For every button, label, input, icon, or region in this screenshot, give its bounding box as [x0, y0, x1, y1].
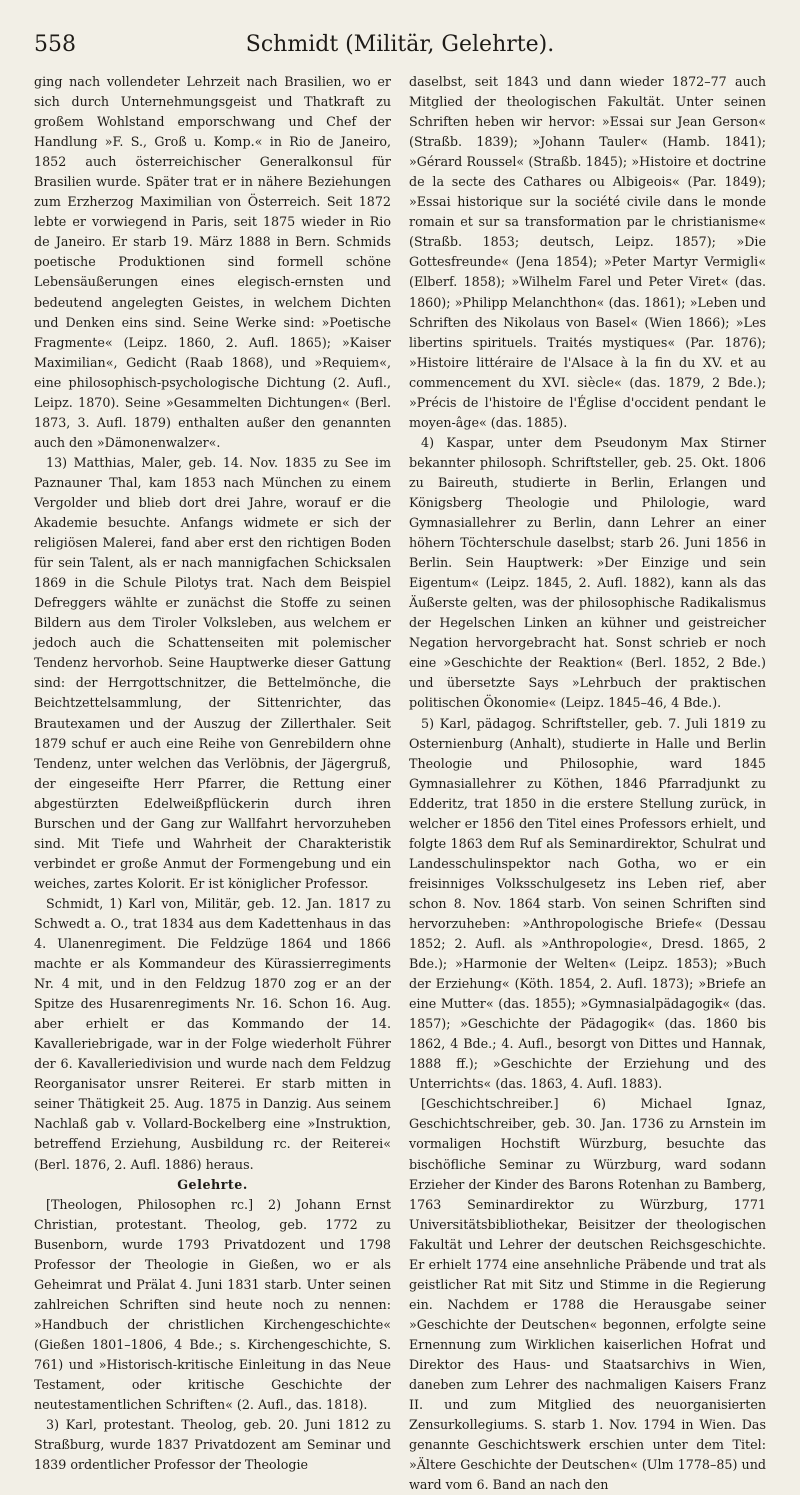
page-number: 558 — [34, 32, 76, 57]
running-title: Schmidt (Militär, Gelehrte). — [245, 32, 555, 57]
left-column — [34, 72, 391, 1495]
section-heading: Gelehrte. — [177, 1176, 248, 1192]
entry-matthias: 13) Matthias, Maler, geb. 14. Nov. 1835 zu See im Paznauner Thal, kam 1853 nach München zu einem Vergolder und blieb dort drei Jahre, worauf er die Akademie besuchte. Anfangs widmete er sich der religiösen Malerei, fand aber erst den richtigen Boden für sein Talent, als er nach mannigfachen Schicksalen 1869 in die Schule Pilotys trat. Nach dem Beispiel Defreggers wählte er zunächst die Stoffe zu seinen Bildern aus dem Tiroler Volksleben, aus welchem er jedoch auch die Schattenseiten mit polemischer Tendenz hervorhob. Seine Hauptwerke dieser Gattung sind: der Herrgottschnitzer, die Bettelmönche, die Beichtzettelsammlung, der Sittenrichter, das Brautexamen und der Auszug der Zillerthaler. Seit 1879 schuf er auch eine Reihe von Genrebildern ohne Tendenz, unter welchen das Verlöbnis, der Jägergruß, der eingeseifte Herr Pfarrer, die Rettung einer abgestürzten Edelweißpflückerin durch ihren Burschen und der Gang zur Wallfahrt hervorzuheben sind. Mit Tiefe und Wahrheit der Charakteristik verbindet er große Anmut der Formengebung und ein weiches, zartes Kolorit. Er ist königlicher Professor. — [34, 454, 391, 891]
entry-johann-ernst-christian: [Theologen, Philosophen rc.] 2) Johann Ernst Christian, protestant. Theolog, geb. 1772 zu Busenborn, wurde 1793 Privatdozent und 1798 Professor der Theologie in Gießen, wo er als Geheimrat und Prälat 4. Juni 1831 starb. Unter seinen zahlreichen Schriften sind heute noch zu nennen: »Handbuch der christlichen Kirchengeschichte« (Gießen 1801–1806, 4 Bde.; s. Kirchengeschichte, S. 761) und »Historisch-kritische Einleitung in das Neue Testament, oder kritische Geschichte der neutestamentlichen Schriften« (2. Aufl., das. 1818). — [34, 1196, 391, 1413]
entry-michael-ignaz: [Geschichtschreiber.] 6) Michael Ignaz, Geschichtschreiber, geb. 30. Jan. 1736 zu Arnstein im vormaligen Hochstift Würzburg, besuchte das bischöfliche Seminar zu Würzburg, ward sodann Erzieher der Kinder des Barons Rotenhan zu Bamberg, 1763 Seminardirektor zu Würzburg, 1771 Universitätsbibliothekar, Beisitzer der theologischen Fakultät und Lehrer der deutschen Reichsgeschichte. Er erhielt 1774 eine ansehnliche Präbende und trat als geistlicher Rat mit Sitz und Stimme in die Regierung ein. Nachdem er 1788 die Herausgabe seiner »Geschichte der Deutschen« begonnen, erfolgte seine Ernennung zum Wirklichen kaiserlichen Hofrat und Direktor des Haus- und Staatsarchivs in Wien, daneben zum Lehrer des nachmaligen Kaisers Franz II. und zum Mitglied des neuorganisierten Zensurkollegiums. S. starb 1. Nov. 1794 in Wien. Das genannte Geschichtswerk erschien unter dem Titel: »Ältere Geschichte der Deutschen« (Ulm 1778–85) und ward vom 6. Band an nach den — [409, 1096, 766, 1493]
entry-karl-paedagog: 5) Karl, pädagog. Schriftsteller, geb. 7. Juli 1819 zu Osternienburg (Anhalt), studierte in Halle und Berlin Theologie und Philosophie, ward 1845 Gymnasiallehrer zu Köthen, 1846 Pfarradjunkt zu Edderitz, trat 1850 in die erstere Stellung zurück, in welcher er 1856 den Titel eines Professors erhielt, und folgte 1863 dem Ruf als Seminardirektor, Schulrat und Landesschulinspektor nach Gotha, wo er ein freisinniges Volksschulgesetz ins Leben rief, aber schon 8. Nov. 1864 starb. Von seinen Schriften sind hervorzuheben: »Anthropologische Briefe« (Dessau 1852; 2. Aufl. als »Anthropologie«, Dresd. 1865, 2 Bde.); »Harmonie der Welten« (Leipz. 1853); »Buch der Erziehung« (Köth. 1854, 2. Aufl. 1873); »Briefe an eine Mutter« (das. 1855); »Gymnasialpädagogik« (das. 1857); »Geschichte der Pädagogik« (das. 1860 bis 1862, 4 Bde.; 4. Aufl., besorgt von Dittes und Hannak, 1888 ff.); »Geschichte der Erziehung und des Unterrichts« (das. 1863, 4. Aufl. 1883). — [409, 715, 766, 1092]
entry-karl-von-schmidt: Schmidt, 1) Karl von, Militär, geb. 12. Jan. 1817 zu Schwedt a. O., trat 1834 aus dem Kadettenhaus in das 4. Ulanenregiment. Die Feldzüge 1864 und 1866 machte er als Kommandeur des Kürassierregiments Nr. 4 mit, und in den Feldzug 1870 zog er an der Spitze des Husarenregiments Nr. 16. Schon 16. Aug. aber erhielt er das Kommando der 14. Kavalleriebrigade, war in der Folge wiederholt Führer der 6. Kavalleriedivision und wurde nach dem Feldzug Reorganisator unsrer Reiterei. Er starb mitten in seiner Thätigkeit 25. Aug. 1875 in Danzig. Aus seinem Nachlaß gab v. Vollard-Bockelberg eine »Instruktion, betreffend Erziehung, Ausbildung rc. der Reiterei« (Berl. 1876, 2. Aufl. 1886) heraus. — [34, 895, 391, 1172]
entry-kaspar-stirner: 4) Kaspar, unter dem Pseudonym Max Stirner bekannter philosoph. Schriftsteller, geb. 25. Okt. 1806 zu Baireuth, studierte in Berlin, Erlangen und Königsberg Theologie und Philologie, ward Gymnasiallehrer zu Berlin, dann Lehrer an einer höhern Töchterschule daselbst; starb 26. Juni 1856 in Berlin. Sein Hauptwerk: »Der Einzige und sein Eigentum« (Leipz. 1845, 2. Aufl. 1882), kann als das Äußerste gelten, was der philosophische Radikalismus der Hegelschen Linken an kühner und geistreicher Negation hervorgebracht hat. Sonst schrieb er noch eine »Geschichte der Reaktion« (Berl. 1852, 2 Bde.) und übersetzte Says »Lehrbuch der praktischen politischen Ökonomie« (Leipz. 1845–46, 4 Bde.). — [409, 434, 766, 711]
entry-continuation: ging nach vollendeter Lehrzeit nach Brasilien, wo er sich durch Unternehmungsgeist und Thatkraft zu großem Wohlstand emporschwang und Chef der Handlung »F. S., Groß u. Komp.« in Rio de Janeiro, 1852 auch österreichischer Generalkonsul für Brasilien wurde. Später trat er in nähere Beziehungen zum Erzherzog Maximilian von Österreich. Seit 1872 lebte er vorwiegend in Paris, seit 1875 wieder in Rio de Janeiro. Er starb 19. März 1888 in Bern. Schmids poetische Produktionen sind formell schöne Lebensäußerungen eines elegisch-ernsten und bedeutend angelegten Geistes, in welchem Dichten und Denken eins sind. Seine Werke sind: »Poetische Fragmente« (Leipz. 1860, 2. Aufl. 1865); »Kaiser Maximilian«, Gedicht (Raab 1868), und »Requiem«, eine philosophisch-psychologische Dichtung (2. Aufl., Leipz. 1870). Seine »Gesammelten Dichtungen« (Berl. 1873, 3. Aufl. 1879) enthalten außer den genannten auch den »Dämonenwalzer«. — [34, 74, 391, 450]
entry-karl-continuation: daselbst, seit 1843 und dann wieder 1872–77 auch Mitglied der theologischen Fakultät. Unter seinen Schriften heben wir hervor: »Essai sur Jean Gerson« (Straßb. 1839); »Johann Tauler« (Hamb. 1841); »Gérard Roussel« (Straßb. 1845); »Histoire et doctrine de la secte des Cathares ou Albigeois« (Par. 1849); »Essai historique sur la société civile dans le monde romain et sur sa transformation par le christianisme« (Straßb. 1853; deutsch, Leipz. 1857); »Die Gottesfreunde« (Jena 1854); »Peter Martyr Vermigli« (Elberf. 1858); »Wilhelm Farel und Peter Viret« (das. 1860); »Philipp Melanchthon« (das. 1861); »Leben und Schriften des Nikolaus von Basel« (Wien 1866); »Les libertins spirituels. Traités mystiques« (Par. 1876); »Histoire littéraire de l'Alsace à la fin du XV. et au commencement du XVI. siècle« (das. 1879, 2 Bde.); »Précis de l'histoire de l'Église d'occident pendant le moyen-âge« (das. 1885). — [409, 74, 766, 430]
page-header — [34, 28, 766, 72]
entry-karl-theolog: 3) Karl, protestant. Theolog, geb. 20. Juni 1812 zu Straßburg, wurde 1837 Privatdozent am Seminar und 1839 ordentlicher Professor der Theologie — [34, 1417, 391, 1473]
right-column — [409, 72, 766, 1495]
text-columns — [34, 72, 766, 1495]
